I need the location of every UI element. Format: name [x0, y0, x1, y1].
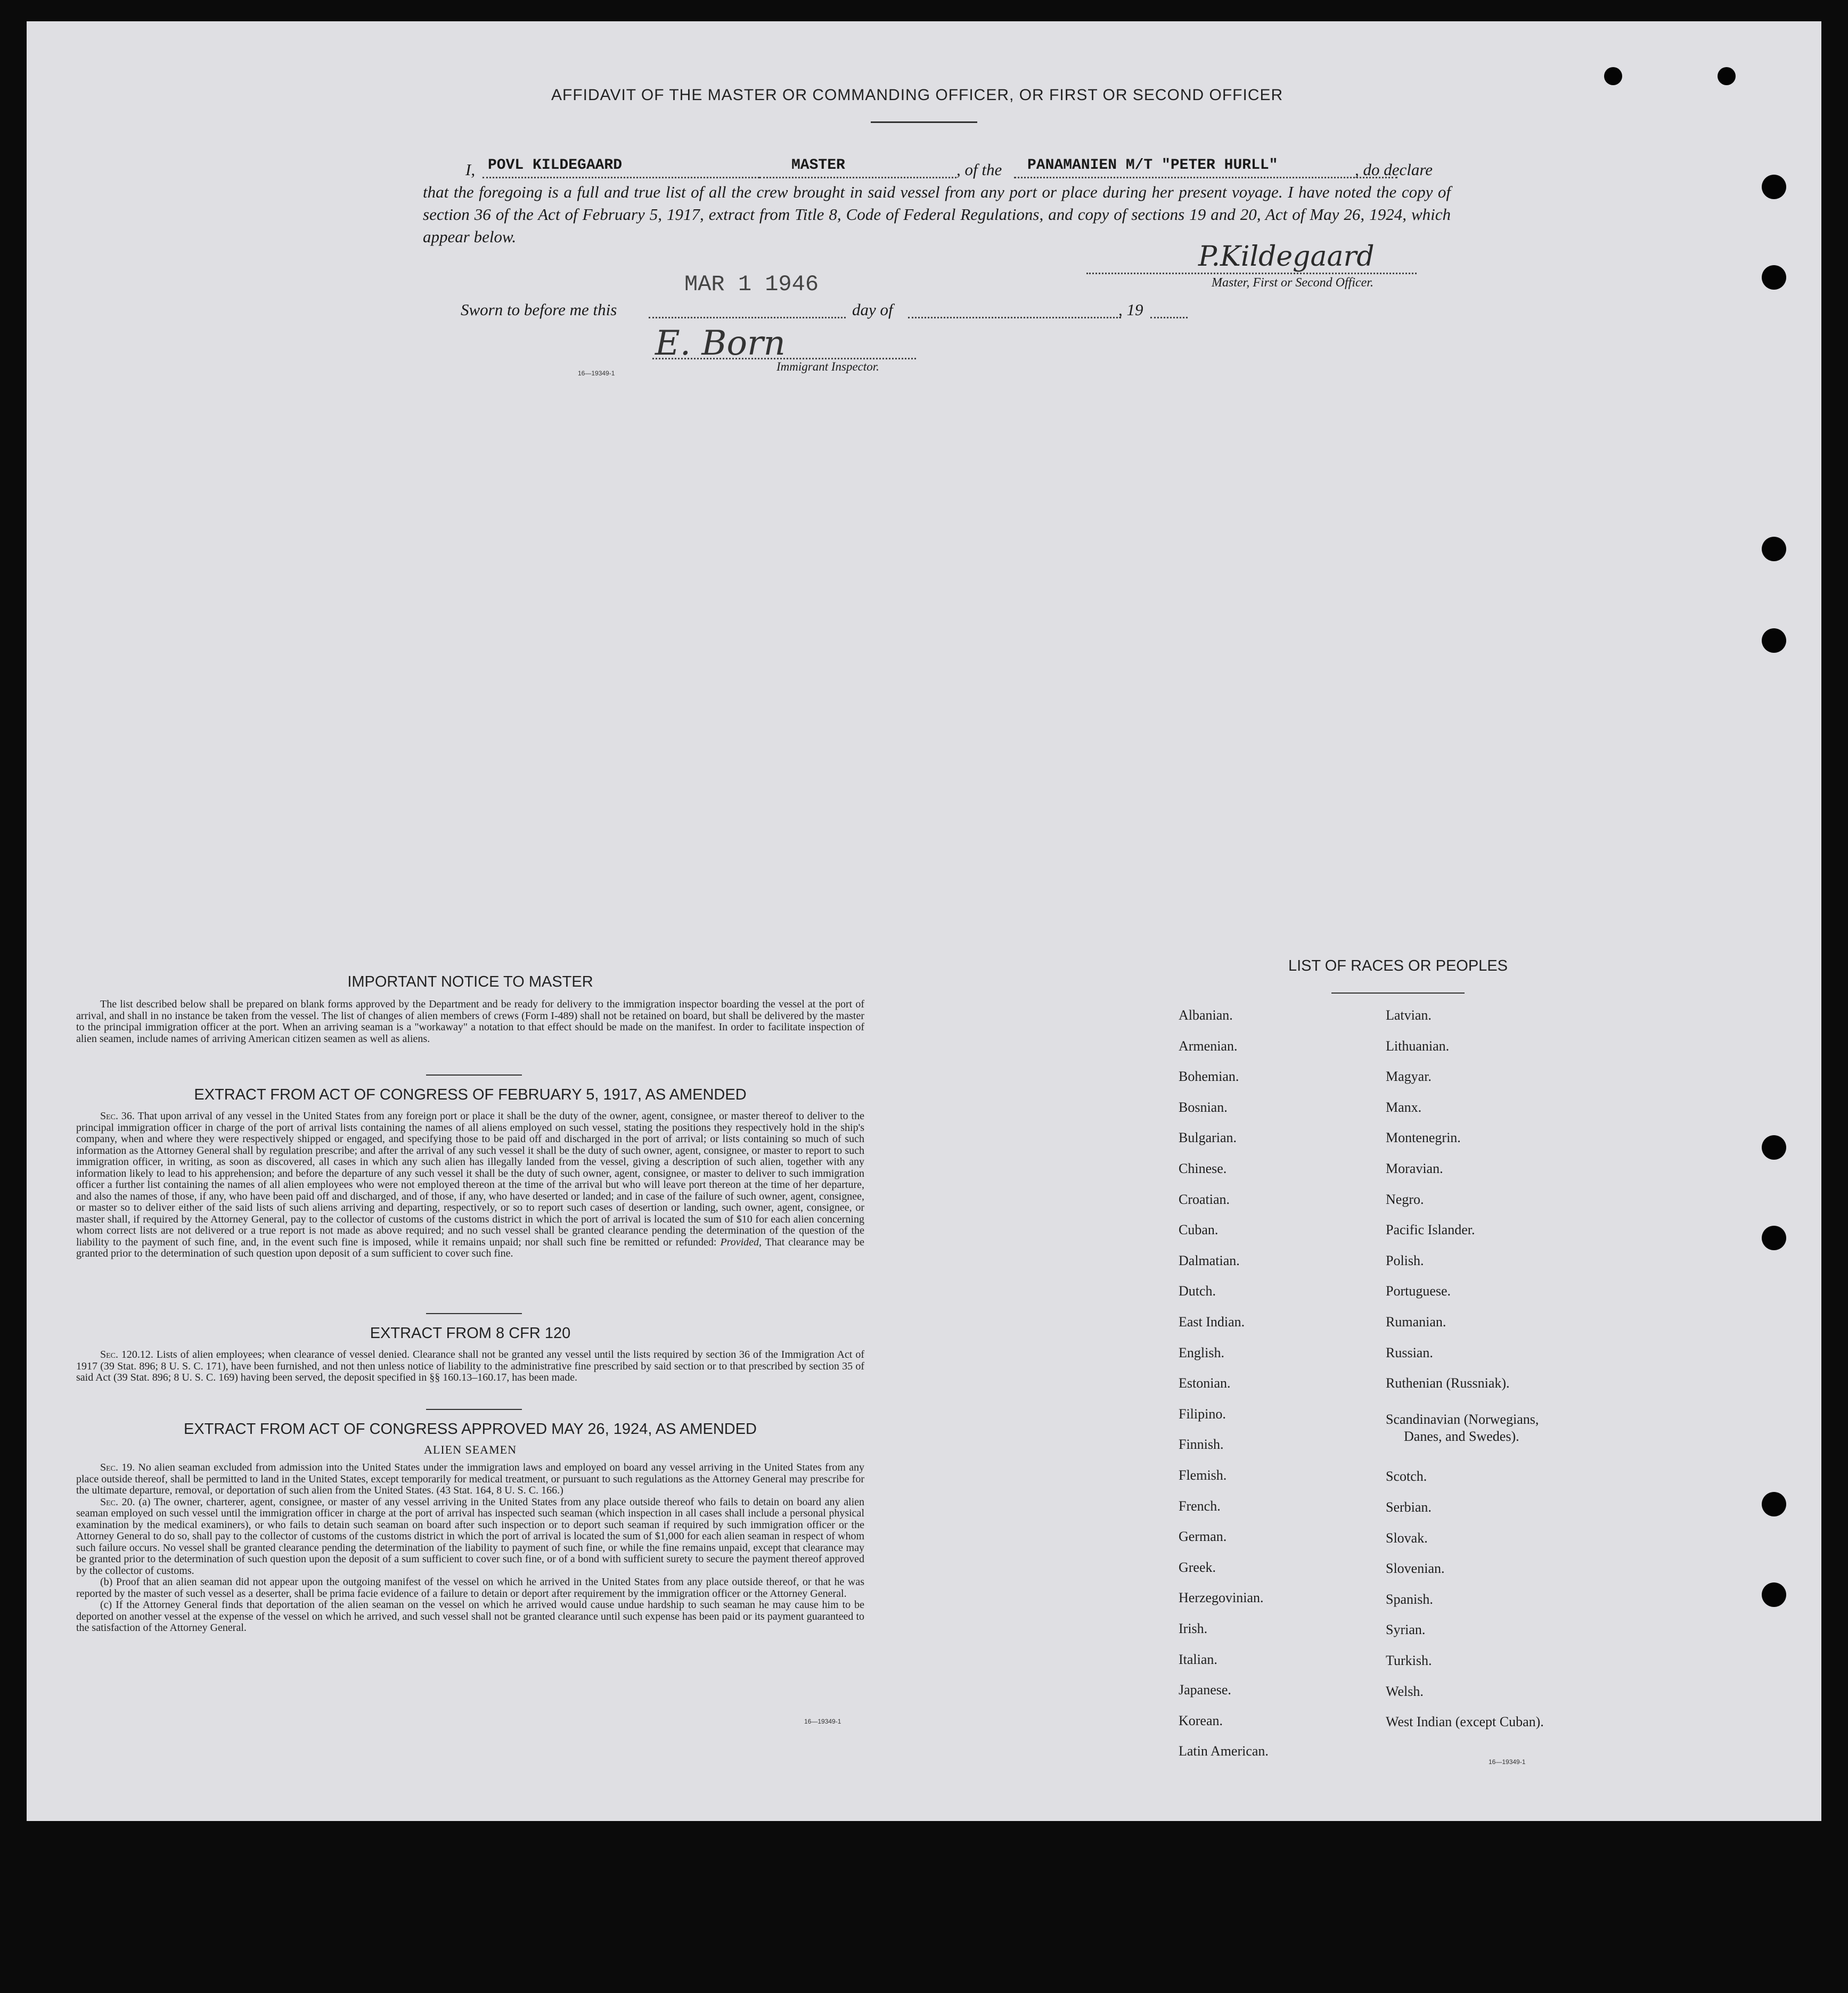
race-item: Albanian. [1179, 1007, 1233, 1023]
sec20-label: Sec. 20. [100, 1496, 135, 1508]
rank-line [759, 177, 956, 178]
sec36-text: That upon arrival of any vessel in the United States from any foreign port or place it shall be the duty of the owner, agent, consignee, or master thereof to deliver to the principal immigration officer in charge of the port of arrival lists containing the names of all aliens employed on such vessel, stating the positions they respectively hold in the ship's company, when and where they were respectively shipped or engaged, and specifying those to be paid off and discharged in the port of arrival; or lists containing so much of such information as the Attorney General shall by regulation prescribe; and after the arrival of any such vessel it shall be the duty of such owner, agent, consignee, or master to report to such immigration officer, in writing, as soon as discovered, all cases in which any such alien has illegally landed from the vessel, giving a description of such alien, together with any information likely to lead to his apprehension; and before the departure of any such vessel it shall be the duty of such owner, agent, consignee, or master to deliver to such immigration officer a further list containing the names of all alien employees who were not employed thereon at the time of the arrival but who will leave port thereon at the time of her departure, and also the names of those, if any, who have been paid off and discharged, and of those, if any, who have deserted or landed; and in case of the failure of such owner, agent, consignee, or master so to deliver either of the said lists of such aliens arriving and departing, respectively, or so to report such cases of desertion or landing, such owner, agent, consignee, or master shall, if required by the Attorney General, pay to the collector of customs of the customs district in which the port of arrival is located the sum of $10 for each alien concerning whom correct lists are not delivered or a true report is not made as above required; and no such vessel shall be granted clearance pending the determination of the question of the liability to the payment of such fine, and, in the event such fine is imposed, while it remains unpaid; nor shall such fine be remitted or refunded: [76, 1110, 864, 1248]
name-line [483, 177, 759, 178]
date-stamp: MAR 1 1946 [684, 272, 819, 297]
race-item: West Indian (except Cuban). [1386, 1714, 1544, 1730]
signature-line [1086, 273, 1417, 274]
race-item: Scotch. [1386, 1469, 1427, 1485]
race-item: Cuban. [1179, 1222, 1219, 1238]
sec120-text: Lists of alien employees; when clearance of vessel denied. Clearance shall not be granted any vessel until the lists required by section 36 of the Immigration Act of 1917 (39 Stat. 896; 8 U. S. C. 171), have been furnished, and not then unless notice of liability to the administrative fine prescribed by said section or to that prescribed by section 35 of said Act (39 Stat. 896; 8 U. S. C. 169) having been served, the deposit specified in §§ 160.13–160.17, has been made. [76, 1349, 864, 1383]
race-item: Korean. [1179, 1712, 1223, 1728]
punch-hole [1762, 537, 1786, 561]
race-item: Filipino. [1179, 1406, 1226, 1422]
sec20a-text: (a) The owner, charterer, agent, consignee, or master of any vessel arriving in the United States from any place outside thereof who fails to detain on board any alien seaman employed on such vessel until the immigration officer in charge at the port of arrival has inspected such seaman (which inspection in all cases shall include a personal physical examination by the medical examiners), or who fails to detain such seaman on board after such inspection or to deport such seaman if required by such immigration officer or the Attorney General to do so, shall pay to the collector of customs of the customs district in which the port of arrival is located the sum of $1,000 for each alien seaman in respect of whom such failure occurs. No vessel shall be granted clearance pending the determination of the liability to payment of such fine, or while the fine remains unpaid, except that clearance may be granted prior to the determination of such question upon the deposit of a sum sufficient to cover such fine, or of a bond with sufficient surety to secure the payment thereof approved by the collector of customs. [76, 1496, 864, 1577]
form-number: 16—19349-1 [578, 370, 615, 377]
form-number: 16—19349-1 [804, 1718, 841, 1725]
race-item: Turkish. [1386, 1653, 1432, 1668]
sec120-label: Sec. 120.12. [100, 1349, 153, 1360]
extract-1917-text [76, 1111, 864, 1260]
race-item: Ruthenian (Russniak). [1386, 1375, 1510, 1391]
punch-hole [1604, 67, 1622, 85]
extract-8cfr-text [76, 1349, 864, 1384]
races-title: LIST OF RACES OR PEOPLES [1288, 957, 1508, 974]
race-item: Japanese. [1179, 1682, 1231, 1698]
punch-hole [1762, 175, 1786, 199]
race-item: Lithuanian. [1386, 1038, 1450, 1054]
sec20a-paragraph [76, 1497, 864, 1577]
notice-paragraph: The list described below shall be prepared on blank forms approved by the Department and be ready for delivery to the immigration inspector boarding the vessel at the port of arrival, and shall in no instance be taken from the vessel. The list of changes of alien members of crews (Form I-489) shall not be retained on board, but shall be delivered by the master to the principal immigration officer at the port. When an arriving seaman is a "workaway" a notation to that effect should be made on the manifest. In order to facilitate inspection of alien seamen, include names of arriving American citizen seamen as well as aliens. [76, 998, 864, 1045]
punch-hole [1762, 628, 1786, 653]
day-of-label: day of [852, 300, 893, 319]
divider [1331, 993, 1465, 994]
title-rule [871, 121, 977, 123]
race-item: Bohemian. [1179, 1069, 1239, 1085]
sec120-paragraph [76, 1349, 864, 1384]
race-item: East Indian. [1179, 1314, 1245, 1330]
race-item: French. [1179, 1498, 1221, 1514]
extract-1917-title: EXTRACT FROM ACT OF CONGRESS OF FEBRUARY 5, 1917, AS AMENDED [194, 1086, 747, 1103]
race-item: Syrian. [1386, 1622, 1426, 1638]
do-declare-label: , do declare [1355, 160, 1433, 179]
race-item: Flemish. [1179, 1467, 1227, 1483]
race-item: Chinese. [1179, 1161, 1227, 1176]
race-item: Portuguese. [1386, 1283, 1451, 1299]
punch-hole [1762, 1135, 1786, 1160]
i-label: I, [465, 160, 476, 179]
sec20b-paragraph: (b) Proof that an alien seaman did not appear upon the outgoing manifest of the vessel on which he arrived in the United States from any place outside thereof, or that he was reported by the master of such vessel as a deserter, shall be prima facie evidence of a failure to detain or deport after requirement by the immigration officer or the Attorney General. [76, 1576, 864, 1600]
race-item: Finnish. [1179, 1437, 1224, 1453]
notice-text [76, 999, 864, 1045]
form-number: 16—19349-1 [1489, 1758, 1526, 1766]
race-item: Montenegrin. [1386, 1130, 1461, 1146]
divider [426, 1409, 522, 1410]
inspector-caption: Immigrant Inspector. [776, 360, 879, 373]
provided-label: Provided, [720, 1236, 762, 1248]
race-item: Herzegovinian. [1179, 1590, 1264, 1606]
inspector-signature: E. Born [655, 324, 786, 363]
sworn-label: Sworn to before me this [461, 300, 617, 319]
race-item: Manx. [1386, 1099, 1422, 1115]
affidavit-declaration [423, 159, 1451, 248]
race-item: Polish. [1386, 1252, 1424, 1268]
divider [426, 1313, 522, 1314]
notice-title: IMPORTANT NOTICE TO MASTER [347, 973, 593, 990]
race-item: Scandinavian (Norwegians, [1386, 1411, 1539, 1427]
extract-8cfr-title: EXTRACT FROM 8 CFR 120 [370, 1325, 571, 1342]
year-line [1150, 317, 1188, 318]
signature-caption: Master, First or Second Officer. [1212, 276, 1373, 290]
sworn-day-line [649, 317, 846, 318]
race-item: Pacific Islander. [1386, 1222, 1475, 1238]
race-item: Magyar. [1386, 1069, 1432, 1085]
race-item: German. [1179, 1529, 1227, 1545]
race-item: Bosnian. [1179, 1099, 1228, 1115]
race-item: Estonian. [1179, 1375, 1231, 1391]
sec20c-paragraph: (c) If the Attorney General finds that deportation of the alien seaman on the vessel on which he arrived would cause undue hardship to such seaman he may cause him to be deported on another vessel at the expense of the vessel on which he arrived, and such vessel shall not be granted clearance until such expense has been paid or its payment guaranteed to the satisfaction of the Attorney General. [76, 1599, 864, 1634]
divider [426, 1075, 522, 1076]
race-item: Latvian. [1386, 1007, 1432, 1023]
master-rank: MASTER [791, 157, 845, 174]
alien-seamen-subtitle: ALIEN SEAMEN [424, 1443, 517, 1456]
race-item: Slovenian. [1386, 1561, 1445, 1577]
race-item: Negro. [1386, 1191, 1424, 1207]
sec19-label: Sec. 19. [100, 1462, 135, 1473]
punch-hole [1762, 1226, 1786, 1250]
sec36-text-end: That clearance may be granted prior to the determination of such question upon deposit of a sum sufficient to cover such fine. [76, 1236, 864, 1259]
race-item: Slovak. [1386, 1530, 1428, 1546]
punch-hole [1718, 67, 1736, 85]
race-item: Rumanian. [1386, 1314, 1446, 1330]
of-the-label: , of the [956, 160, 1002, 179]
sec36-paragraph [76, 1111, 864, 1260]
sec19-paragraph [76, 1462, 864, 1497]
race-item: Croatian. [1179, 1191, 1230, 1207]
vessel-line [1014, 177, 1397, 178]
sec36-label: Sec. 36. [100, 1110, 135, 1122]
race-item: Dutch. [1179, 1283, 1216, 1299]
extract-1924-text [76, 1462, 864, 1634]
race-item: Moravian. [1386, 1161, 1443, 1176]
race-item: Serbian. [1386, 1499, 1432, 1515]
inspector-line [652, 358, 916, 359]
master-signature: P.Kildegaard [1198, 241, 1375, 273]
punch-hole [1762, 265, 1786, 290]
sec19-text: No alien seaman excluded from admission into the United States under the immigration laws and employed on board any vessel arriving in the United States from any place outside thereof, shall be permitted to land in the United States, except temporarily for medical treatment, or pursuant to such regulations as the Attorney General may prescribe for the ultimate departure, removal, or deportation of such alien from the United States. (43 Stat. 164, 8 U. S. C. 166.) [76, 1462, 865, 1496]
vessel-name: PANAMANIEN M/T "PETER HURLL" [1027, 157, 1278, 174]
punch-hole [1762, 1492, 1786, 1516]
month-line [908, 317, 1121, 318]
race-item: Bulgarian. [1179, 1130, 1237, 1146]
year-prefix: , 19 [1118, 300, 1143, 319]
punch-hole [1762, 1582, 1786, 1607]
affidavit-title: AFFIDAVIT OF THE MASTER OR COMMANDING OFFICER, OR FIRST OR SECOND OFFICER [551, 86, 1283, 104]
race-item: Welsh. [1386, 1683, 1424, 1699]
race-item: Italian. [1179, 1651, 1217, 1667]
master-name: POVL KILDEGAARD [488, 157, 623, 174]
race-item: Greek. [1179, 1559, 1216, 1575]
race-item: Latin American. [1179, 1743, 1269, 1759]
race-item: Russian. [1386, 1344, 1433, 1360]
race-item: English. [1179, 1344, 1224, 1360]
race-item: Dalmatian. [1179, 1252, 1240, 1268]
race-item: Danes, and Swedes). [1404, 1428, 1519, 1444]
race-item: Irish. [1179, 1621, 1208, 1636]
extract-1924-title: EXTRACT FROM ACT OF CONGRESS APPROVED MAY 26, 1924, AS AMENDED [184, 1421, 757, 1438]
race-item: Armenian. [1179, 1038, 1238, 1054]
race-item: Spanish. [1386, 1591, 1433, 1607]
declaration-body: that the foregoing is a full and true list of all the crew brought in said vessel from any port or place during her present voyage. I have noted the copy of section 36 of the Act of February 5, 1917, extract from Title 8, Code of Federal Regulations, and copy of sections 19 and 20, Act of May 26, 1924, which appear below. [423, 183, 1451, 246]
document-page [27, 21, 1821, 1821]
